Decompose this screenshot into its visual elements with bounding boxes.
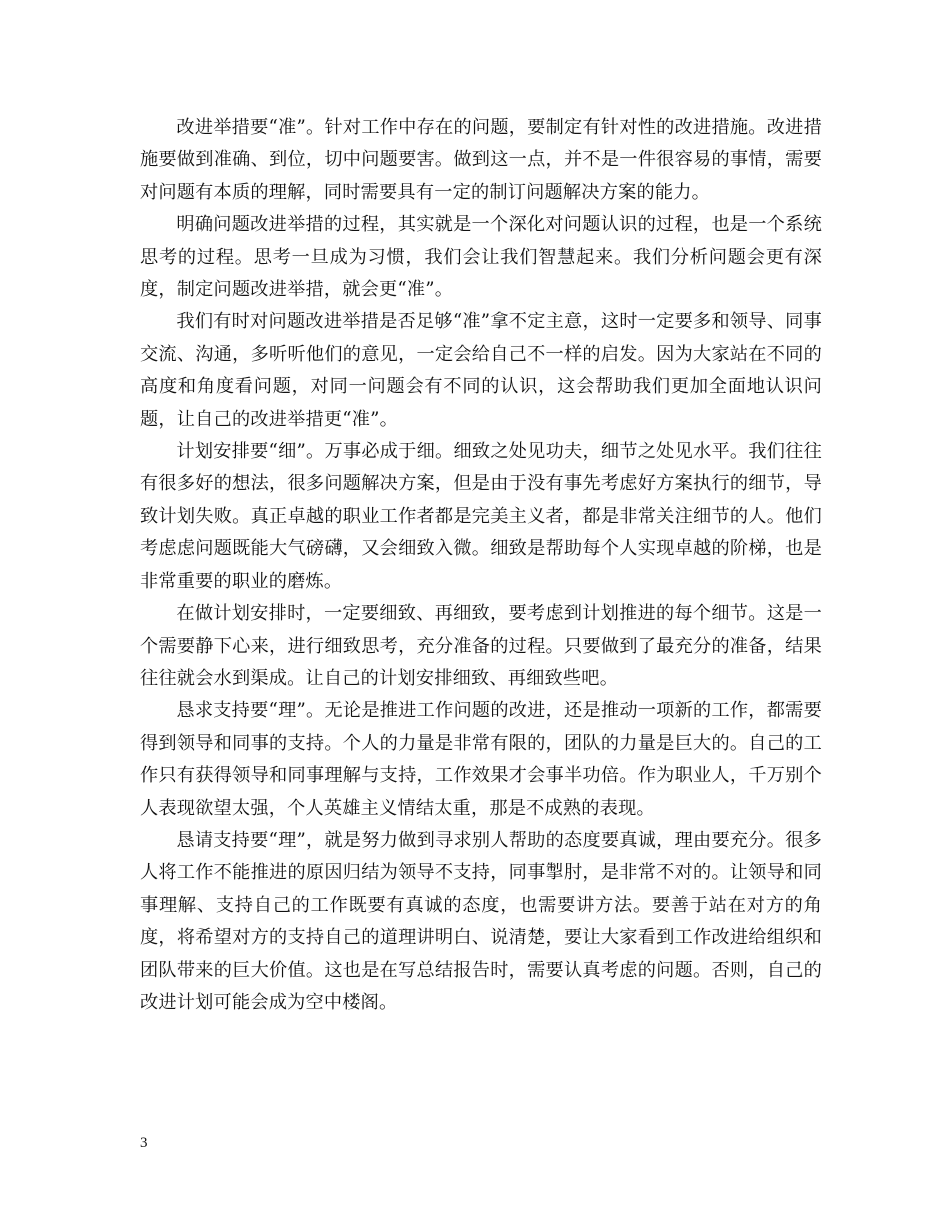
paragraph-5: 在做计划安排时，一定要细致、再细致，要考虑到计划推进的每个细节。这是一个需要静下心来，进行细致思考，充分准备的过程。只要做到了最充分的准备，结果往往就会水到渠成。让自己的计划安排细致、再细致些吧。: [140, 603, 822, 689]
document-body: [140, 112, 822, 1019]
paragraph-4: 计划安排要“细”。万事必成于细。细致之处见功夫，细节之处见水平。我们往往有很多好的想法，很多问题解决方案，但是由于没有事先考虑好方案执行的细节，导致计划失败。真正卓越的职业工作者都是完美主义者，都是非常关注细节的人。他们考虑虑问题既能大气磅礴，又会细致入微。细致是帮助每个人实现卓越的阶梯，也是非常重要的职业的磨炼。: [140, 441, 822, 592]
paragraph-6: 恳求支持要“理”。无论是推进工作问题的改进，还是推动一项新的工作，都需要得到领导和同事的支持。个人的力量是非常有限的，团队的力量是巨大的。自己的工作只有获得领导和同事理解与支持，工作效果才会事半功倍。作为职业人，千万别个人表现欲望太强，个人英雄主义情结太重，那是不成熟的表现。: [140, 700, 822, 819]
paragraph-1: 改进举措要“准”。针对工作中存在的问题，要制定有针对性的改进措施。改进措施要做到准确、到位，切中问题要害。做到这一点，并不是一件很容易的事情，需要对问题有本质的理解，同时需要具有一定的制订问题解决方案的能力。: [140, 117, 822, 203]
paragraph-3: 我们有时对问题改进举措是否足够“准”拿不定主意，这时一定要多和领导、同事交流、沟通，多听听他们的意见，一定会给自己不一样的启发。因为大家站在不同的高度和角度看问题，对同一问题会有不同的认识，这会帮助我们更加全面地认识问题，让自己的改进举措更“准”。: [140, 311, 823, 430]
paragraph-7: 恳请支持要“理”，就是努力做到寻求别人帮助的态度要真诚，理由要充分。很多人将工作不能推进的原因归结为领导不支持，同事掣肘，是非常不对的。让领导和同事理解、支持自己的工作既要有真诚的态度，也需要讲方法。要善于站在对方的角度，将希望对方的支持自己的道理讲明白、说清楚，要让大家看到工作改进给组织和团队带来的巨大价值。这也是在写总结报告时，需要认真考虑的问题。否则，自己的改进计划可能会成为空中楼阁。: [140, 829, 822, 1013]
page-number: 3: [140, 1135, 148, 1151]
paragraph-2: 明确问题改进举措的过程，其实就是一个深化对问题认识的过程，也是一个系统思考的过程。思考一旦成为习惯，我们会让我们智慧起来。我们分析问题会更有深度，制定问题改进举措，就会更“准”。: [140, 214, 822, 301]
